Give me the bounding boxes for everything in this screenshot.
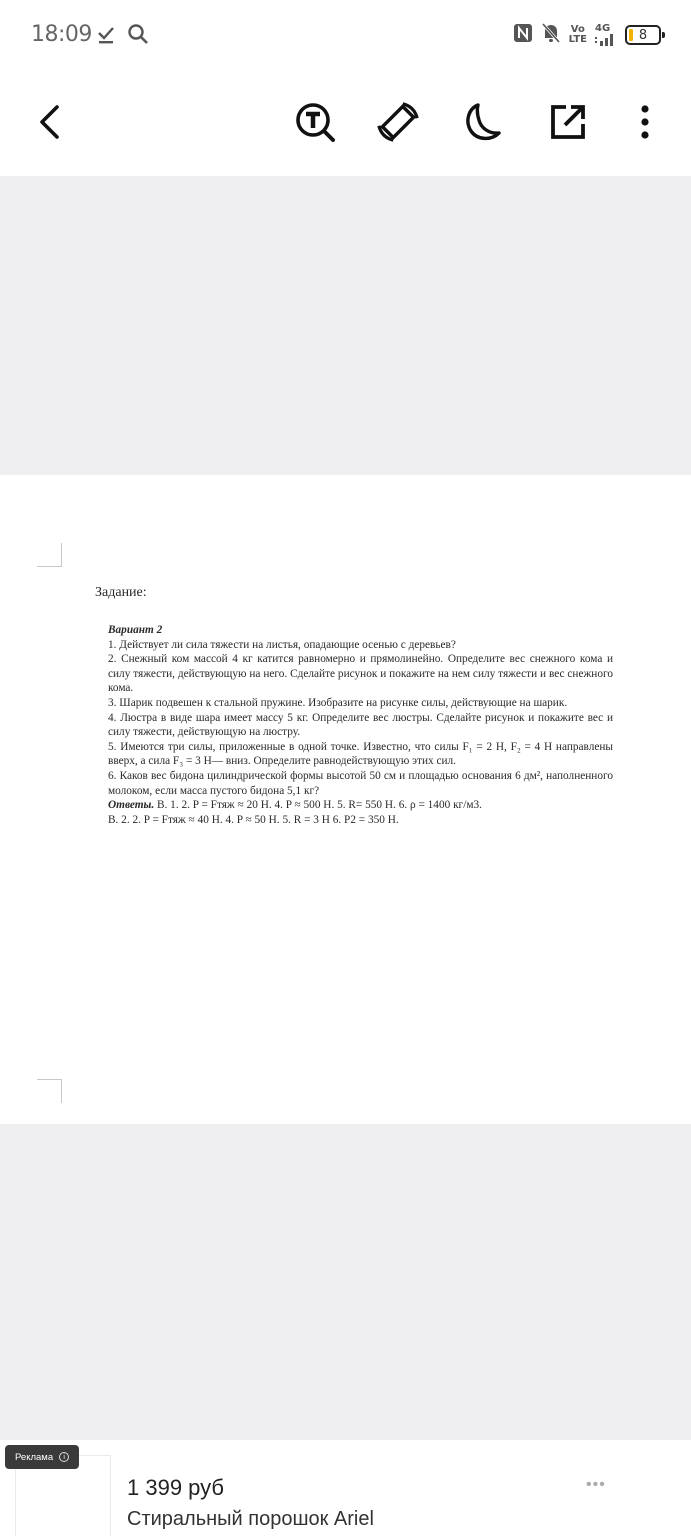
open-external-button[interactable]	[546, 100, 590, 144]
task-item: 2. Снежный ком массой 4 кг катится равномерно и прямолинейно. Определите вес снежного кома и силу тяжести, действующую на него. Сделайте рисунок и покажите на нем силу тяжести и вес снежного кома.	[108, 653, 613, 695]
info-icon: i	[59, 1452, 69, 1462]
battery-icon: 8	[625, 25, 661, 45]
variant-title: Вариант 2	[108, 624, 163, 636]
open-external-icon	[548, 102, 588, 142]
task-item: 1. Действует ли сила тяжести на листья, опадающие осенью с деревьев?	[108, 638, 456, 651]
task-heading: Задание:	[95, 585, 147, 600]
page-corner-mark-top	[37, 543, 62, 567]
status-icons	[513, 22, 661, 48]
download-done-icon	[96, 24, 116, 49]
bell-off-icon	[541, 22, 561, 49]
night-mode-button[interactable]	[461, 100, 505, 144]
document-page	[0, 475, 691, 1124]
clock: 18:09	[31, 22, 92, 47]
ad-badge[interactable]: Реклама i	[5, 1445, 79, 1469]
back-button[interactable]	[28, 100, 72, 144]
answers-v1: Ответы. В. 1. 2. P = Fтяж ≈ 20 Н. 4. P ≈ 500 Н. 5. R= 550 Н. 6. ρ = 1400 кг/м3.	[108, 799, 482, 812]
task-item: 5. Имеются три силы, приложенные в одной точке. Известно, что силы F₁ = 2 Н, F₂ = 4 Н направлены вверх, а сила F₃ = 3 Н— вниз. Определите равнодействующую этих сил.	[108, 740, 613, 768]
task-body	[108, 623, 613, 827]
volte-icon: Vo LTE	[568, 24, 587, 45]
ad-title[interactable]: Стиральный порошок Ariel	[127, 1508, 374, 1530]
page-corner-mark-bottom	[37, 1079, 62, 1103]
task-item: 3. Шарик подвешен к стальной пружине. Изобразите на рисунке силы, действующие на шарик.	[108, 696, 568, 709]
more-options-button[interactable]	[623, 100, 667, 144]
task-item: 4. Люстра в виде шара имеет массу 5 кг. Определите вес люстры. Сделайте рисунок и покажите вес и силу тяжести, действующую на люстру.	[108, 711, 613, 739]
text-search-icon	[293, 100, 337, 144]
text-search-button[interactable]	[293, 100, 337, 144]
status-bar	[0, 0, 691, 70]
rotate-screen-button[interactable]	[376, 100, 420, 144]
answers-v2: В. 2. 2. P = Fтяж ≈ 40 Н. 4. P ≈ 50 Н. 5. R = 3 Н 6. P2 = 350 Н.	[108, 813, 399, 826]
viewer-toolbar	[0, 70, 691, 176]
moon-icon	[461, 100, 505, 144]
search-icon	[127, 23, 149, 50]
document-content	[95, 585, 615, 827]
more-vertical-icon	[639, 104, 651, 140]
document-viewer[interactable]	[0, 176, 691, 1440]
back-icon	[36, 104, 64, 140]
task-item: 6. Каков вес бидона цилиндрической формы высотой 50 см и площадью основания 6 дм², наполненного молоком, если масса пустого бидона 5,1 кг?	[108, 769, 613, 797]
rotate-icon	[376, 99, 420, 145]
nfc-icon	[513, 23, 533, 48]
ad-price: 1 399 руб	[127, 1475, 225, 1500]
ad-more-options-button[interactable]: •••	[586, 1476, 606, 1493]
ad-banner[interactable]	[0, 1440, 691, 1536]
signal-4g-icon: 4G	[595, 24, 617, 46]
